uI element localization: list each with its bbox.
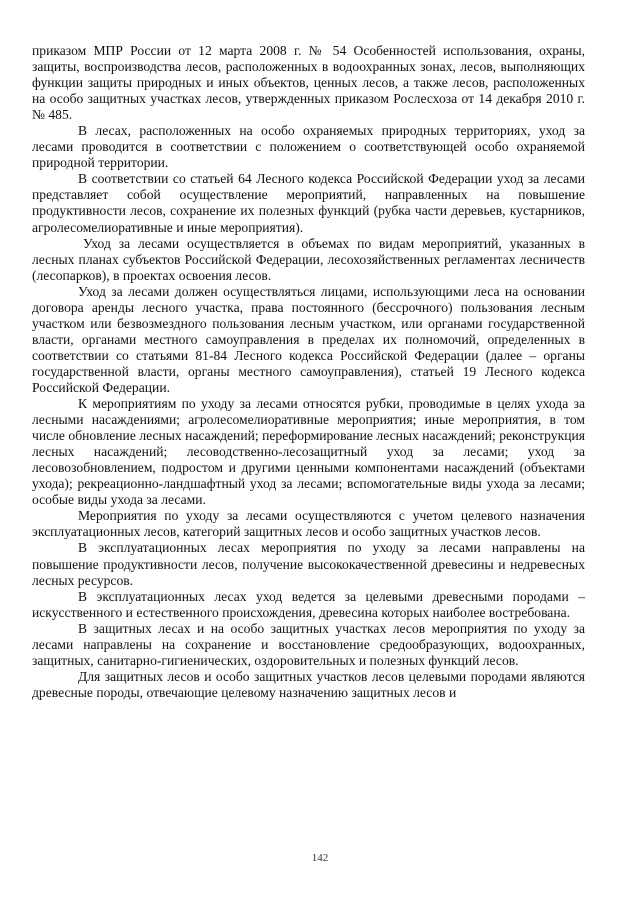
paragraph-protective-target-species: Для защитных лесов и особо защитных участков лесов целевыми породами являются древесные породы, отвечающие целевому назначению защитных лесов и [32,668,585,700]
document-body [32,43,585,701]
paragraph-protective-forests: В защитных лесах и на особо защитных участках лесов мероприятия по уходу за лесами направлены на сохранение и восстановление средообразующих, водоохранных, защитных, санитарно-гигиенических, оздоровительных и полезных функций лесов. [32,620,585,668]
paragraph-exploitation-forests: В эксплуатационных лесах мероприятия по уходу за лесами направлены на повышение продуктивности лесов, получение высококачественной древесины и недревесных лесных ресурсов. [32,540,585,588]
paragraph-protected-territories: В лесах, расположенных на особо охраняемых природных территориях, уход за лесами проводится в соответствии с положением о соответствующей особо охраняемой природной территории. [32,123,585,171]
paragraph-continuation: приказом МПР России от 12 марта 2008 г. № 54 Особенностей использования, охраны, защиты, воспроизводства лесов, расположенных в водоохранных зонах, лесов, выполняющих функции защиты природных и иных объектов, ценных лесов, а также лесов, расположенных на особо защитных участках лесов, утвержденных приказом Рослесхоза от 14 декабря 2010 г. № 485. [32,43,585,123]
paragraph-measures-purpose: Мероприятия по уходу за лесами осуществляются с учетом целевого назначения эксплуатационных лесов, категорий защитных лесов и особо защитных участков лесов. [32,508,585,540]
paragraph-volumes: Уход за лесами осуществляется в объемах по видам мероприятий, указанных в лесных планах субъектов Российской Федерации, лесохозяйственных регламентах лесничеств (лесопарков), в проектах освоения лесов. [32,235,585,283]
paragraph-measures-list: К мероприятиям по уходу за лесами относятся рубки, проводимые в целях ухода за лесными насаждениями; агролесомелиоративные мероприятия; иные мероприятия, в том числе обновление лесных насаждений; переформирование лесных насаждений; реконструкция лесных насаждений; лесоводственно-лесозащитный уход за лесами; уход за лесовозобновлением, подростом и другими ценными компонентами насаждений (объектами ухода); рекреационно-ландшафтный уход за лесами; вспомогательные виды ухода за лесами; особые виды ухода за лесами. [32,396,585,508]
paragraph-responsible-parties: Уход за лесами должен осуществляться лицами, использующими леса на основании договора аренды лесного участка, права постоянного (бессрочного) пользования лесным участком или безвозмездного пользования лесным участком, или органами государственной власти, органами местного самоуправления в пределах их полномочий, определенных в соответствии со статьями 81-84 Лесного кодекса Российской Федерации (далее – органы государственной власти, органы местного самоуправления), статьей 19 Лесного кодекса Российской Федерации. [32,283,585,395]
paragraph-article-64: В соответствии со статьей 64 Лесного кодекса Российской Федерации уход за лесами представляет собой осуществление мероприятий, направленных на повышение продуктивности лесов, сохранение их полезных функций (рубка части деревьев, кустарников, агролесомелиоративные и иные мероприятия). [32,171,585,235]
page-number: 142 [311,852,329,864]
paragraph-target-species: В эксплуатационных лесах уход ведется за целевыми древесными породами – искусственного и естественного происхождения, древесина которых наиболее востребована. [32,588,585,620]
